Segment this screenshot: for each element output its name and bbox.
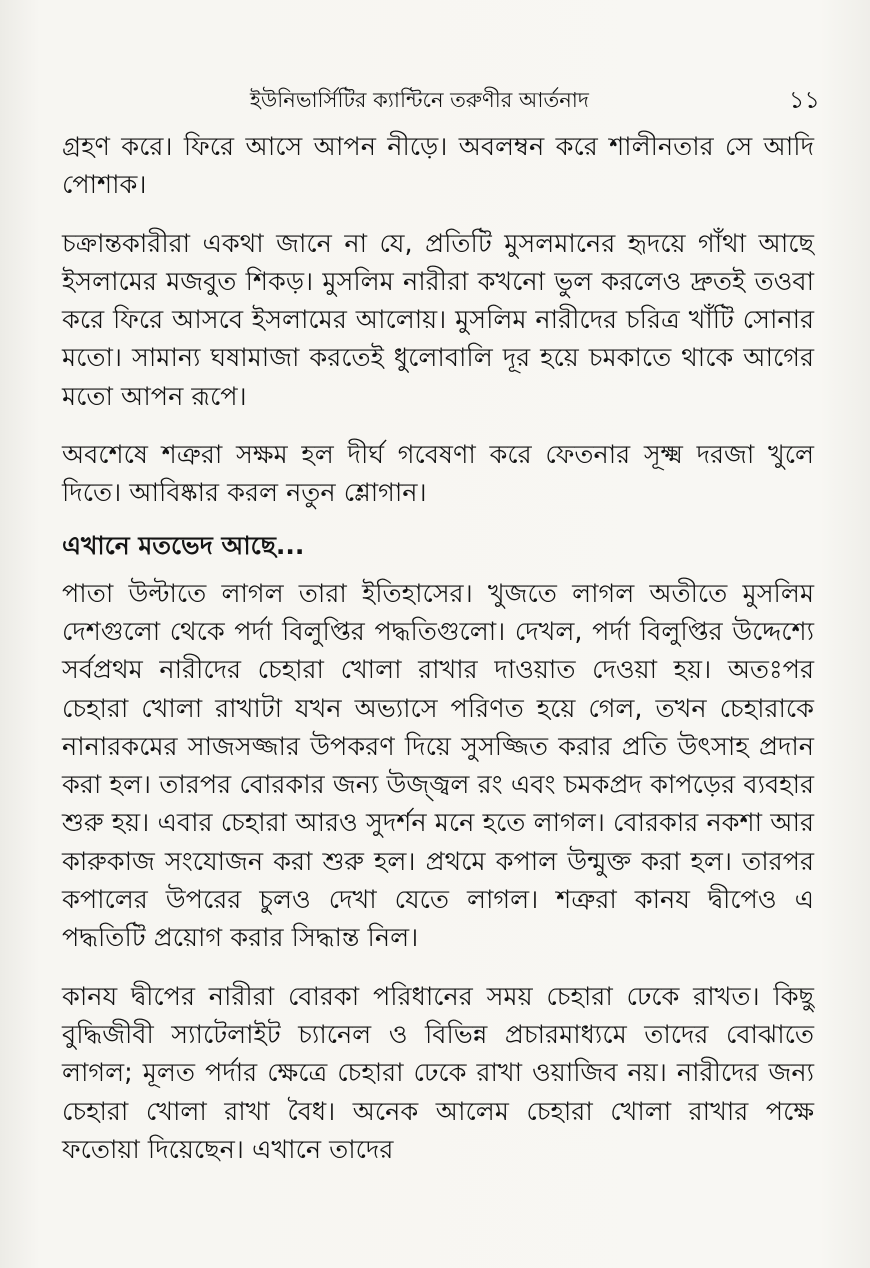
paragraph-3: অবশেষে শত্রুরা সক্ষম হল দীর্ঘ গবেষণা করে ফেতনার সূক্ষ্ম দরজা খুলে দিতে। আবিষ্কার করল নতুন শ্লোগান। — [62, 440, 814, 509]
header-title: ইউনিভার্সিটির ক্যান্টিনে তরুণীর আর্তনাদ — [250, 88, 589, 112]
paragraph-5: কানয দ্বীপের নারীরা বোরকা পরিধানের সময় চেহারা ঢেকে রাখত। কিছু বুদ্ধিজীবী স্যাটেলাইট চ্যানেল ও বিভিন্ন প্রচারমাধ্যমে তাদের বোঝাতে লাগল; মূলত পর্দার ক্ষেত্রে চেহারা ঢেকে রাখা ওয়াজিব নয়। নারীদের জন্য চেহারা খোলা রাখা বৈধ। অনেক আলেম চেহারা খোলা রাখার পক্ষে ফতোয়া দিয়েছেন। এখানে তাদের — [62, 981, 814, 1165]
paragraph-2: চক্রান্তকারীরা একথা জানে না যে, প্রতিটি মুসলমানের হৃদয়ে গাঁথা আছে ইসলামের মজবুত শিকড়। মুসলিম নারীরা কখনো ভুল করলেও দ্রুতই তওবা করে ফিরে আসবে ইসলামের আলোয়। মুসলিম নারীদের চরিত্র খাঁটি সোনার মতো। সামান্য ঘষামাজা করতেই ধুলোবালি দূর হয়ে চমকাতে থাকে আগের মতো আপন রূপে। — [62, 228, 814, 412]
page-number: ১১ — [788, 86, 820, 114]
body-text — [62, 128, 814, 1189]
paragraph-1: গ্রহণ করে। ফিরে আসে আপন নীড়ে। অবলম্বন করে শালীনতার সে আদি পোশাক। — [62, 132, 814, 201]
paragraph-4: পাতা উল্টাতে লাগল তারা ইতিহাসের। খুজতে লাগল অতীতে মুসলিম দেশগুলো থেকে পর্দা বিলুপ্তির পদ্ধতিগুলো। দেখল, পর্দা বিলুপ্তির উদ্দেশ্যে সর্বপ্রথম নারীদের চেহারা খোলা রাখার দাওয়াত দেওয়া হয়। অতঃপর চেহারা খোলা রাখাটা যখন অভ্যাসে পরিণত হয়ে গেল, তখন চেহারাকে নানারকমের সাজসজ্জার উপকরণ দিয়ে সুসজ্জিত করার প্রতি উৎসাহ প্রদান করা হল। তারপর বোরকার জন্য উজ্জ্বল রং এবং চমকপ্রদ কাপড়ের ব্যবহার শুরু হয়। এবার চেহারা আরও সুদর্শন মনে হতে লাগল। বোরকার নকশা আর কারুকাজ সংযোজন করা শুরু হল। প্রথমে কপাল উন্মুক্ত করা হল। তারপর কপালের উপরের চুলও দেখা যেতে লাগল। শত্রুরা কানয দ্বীপেও এ পদ্ধতিটি প্রয়োগ করার সিদ্ধান্ত নিল। — [62, 578, 814, 954]
running-header — [60, 80, 820, 120]
section-subheading: এখানে মতভেদ আছে... — [62, 530, 305, 560]
